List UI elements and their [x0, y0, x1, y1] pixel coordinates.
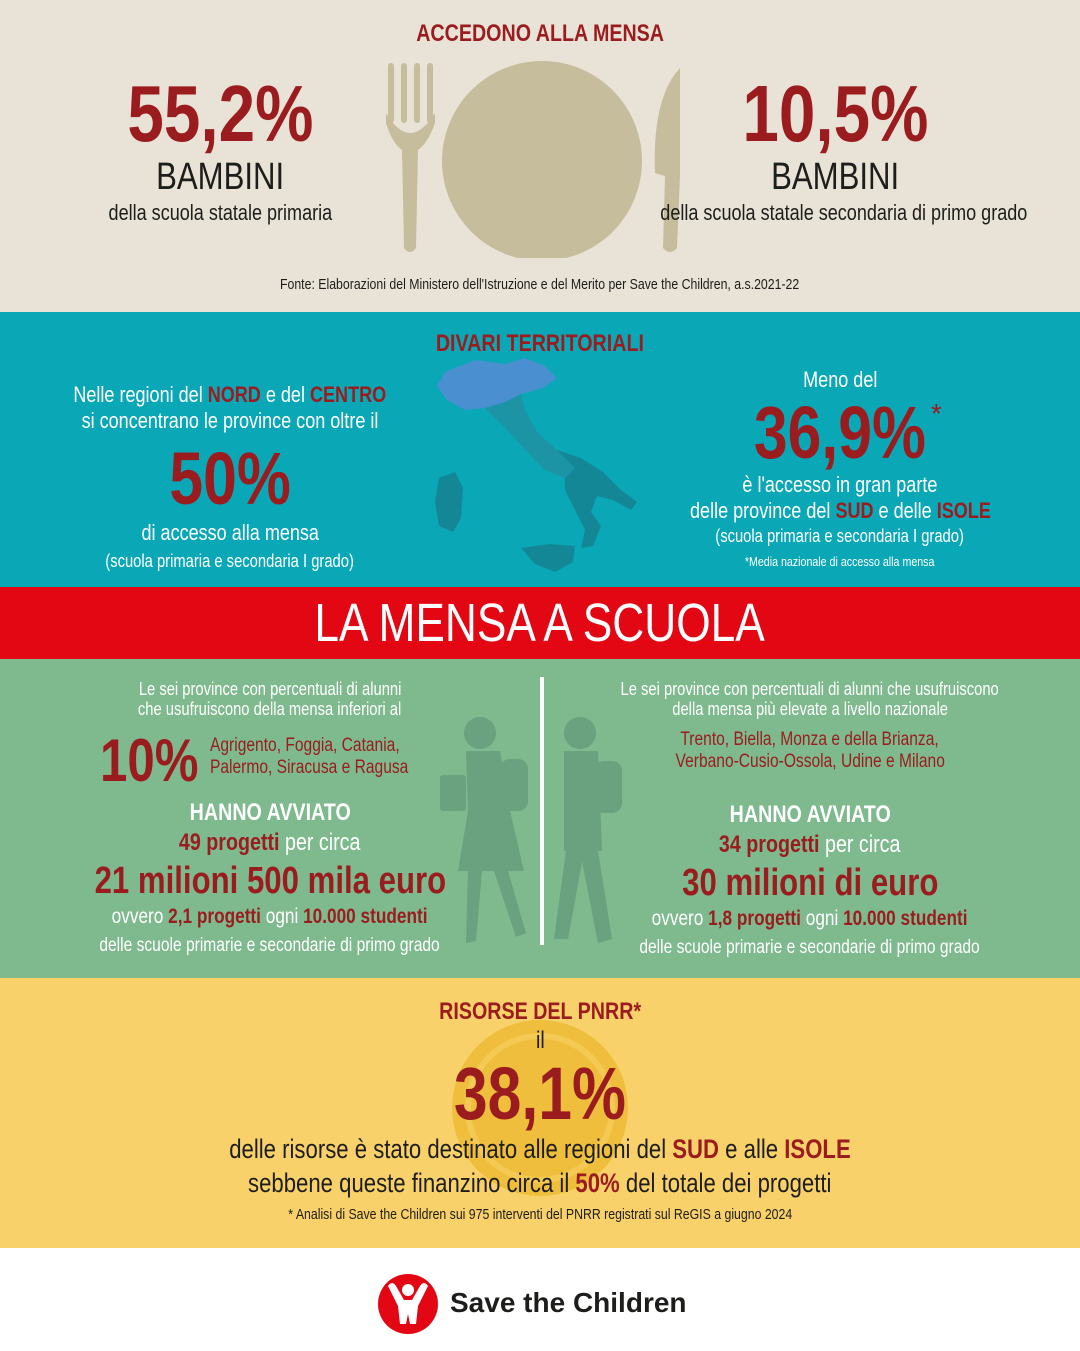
save-the-children-logo[interactable] — [376, 1272, 706, 1336]
pnrr-note: * Analisi di Save the Children sui 975 interventi del PNRR registrati sul ReGIS a giugno 2024 — [288, 1206, 792, 1223]
province-divider — [540, 677, 544, 945]
sud-label: SUD — [835, 498, 874, 523]
pnrr-section: RISORSE DEL PNRR* il 38,1% delle risorse è stato destinato alle regioni del SUD e alle ISOLE sebbene queste finanzino circa il 50% del totale dei progetti * Analisi di Save the Children sui 975 interventi del PNRR registrati sul ReGIS a giugno 2024 — [0, 978, 1080, 1248]
mensa-left-label: BAMBINI — [155, 156, 285, 198]
province-right-amount: 30 milioni di euro — [681, 862, 939, 904]
province-left: Le sei province con percentuali di alunni che usufruiscono della mensa inferiori al — [138, 679, 402, 719]
mensa-left-value: 55,2% — [126, 69, 314, 158]
province-left-avviato: HANNO AVVIATO — [189, 799, 351, 826]
isole-label: ISOLE — [936, 498, 991, 523]
mensa-right-label: BAMBINI — [770, 156, 900, 198]
mensa-right-stat — [620, 69, 1050, 228]
footer — [0, 1248, 1080, 1351]
save-the-children-logo-icon — [376, 1272, 440, 1336]
banner-title: LA MENSA A SCUOLA — [314, 593, 766, 653]
divari-right: Meno del 36,9% * è l'accesso in gran parte delle province del SUD e delle ISOLE (scuola primaria e secondaria I grado) *Media nazionale di accesso alla mensa — [630, 366, 1050, 576]
province-right-avviato: HANNO AVVIATO — [729, 801, 891, 828]
pnrr-title: RISORSE DEL PNRR* — [439, 998, 641, 1025]
mensa-source: Fonte: Elaborazioni del Ministero dell'Istruzione e del Merito per Save the Children, a.s.2021-22 — [280, 276, 800, 293]
divari-title: DIVARI TERRITORIALI — [435, 330, 645, 357]
mensa-left-desc: della scuola statale primaria — [108, 200, 332, 225]
brand-name: Save the Children — [450, 1287, 687, 1318]
italy-north-shape — [437, 358, 557, 410]
divari-section — [0, 312, 1080, 587]
banner-section — [0, 587, 1080, 659]
divari-left: Nelle regioni del NORD e del CENTRO si concentrano le province con oltre il 50% di accesso alla mensa (scuola primaria e secondaria I grado) — [73, 382, 387, 571]
divari-right-value: 36,9% — [753, 391, 927, 474]
province-right: Le sei province con percentuali di alunni che usufruiscono della mensa più elevate a livello nazionale Trento, Biella, Monza e della Brianza, Verbano-Cusio-Ossola, Udine e Milano — [620, 679, 1000, 772]
mensa-title: ACCEDONO ALLA MENSA — [416, 20, 664, 47]
mensa-right-value: 10,5% — [741, 69, 929, 158]
nord-label: NORD — [207, 382, 262, 407]
italy-center-shape — [485, 394, 575, 478]
mensa-right-desc: della scuola statale secondaria di primo grado — [660, 200, 1028, 225]
plate-icon — [442, 61, 642, 258]
fork-icon — [386, 63, 435, 252]
sicily-shape — [521, 544, 575, 572]
pnrr-value: 38,1% — [453, 1052, 627, 1135]
divari-note: *Media nazionale di accesso alla mensa — [745, 554, 935, 569]
mensa-left-stat — [60, 69, 380, 228]
province-left-amount: 21 milioni 500 mila euro — [94, 860, 446, 902]
italy-map — [425, 350, 645, 580]
province-section: Le sei province con percentuali di alunni che usufruiscono della mensa inferiori al 10% Agrigento, Foggia, Catania, Palermo, Siracusa e Ragusa HANNO AVVIATO 49 progetti per circa 21 milioni 500 mila euro ovvero 2,1 progetti ogni 10.000 studenti delle scuole primarie e secondarie di primo grado Le sei province con percentuali di alunni che usufruiscono della mensa più elevate a livello nazionale Trento, Biella, Monza e della Brianza, Verbano-Cusio-Ossola, Udine e Milano HANNO AVVIATO 34 progetti per circa 30 milioni di euro ovvero 1,8 progetti ogni 10.000 studenti delle scuole primarie e secondarie di primo grado — [0, 659, 1080, 978]
centro-label: CENTRO — [310, 382, 387, 407]
divari-left-value: 50% — [169, 437, 291, 520]
mensa-section — [0, 0, 1080, 312]
province-left-value: 10% — [100, 727, 199, 794]
